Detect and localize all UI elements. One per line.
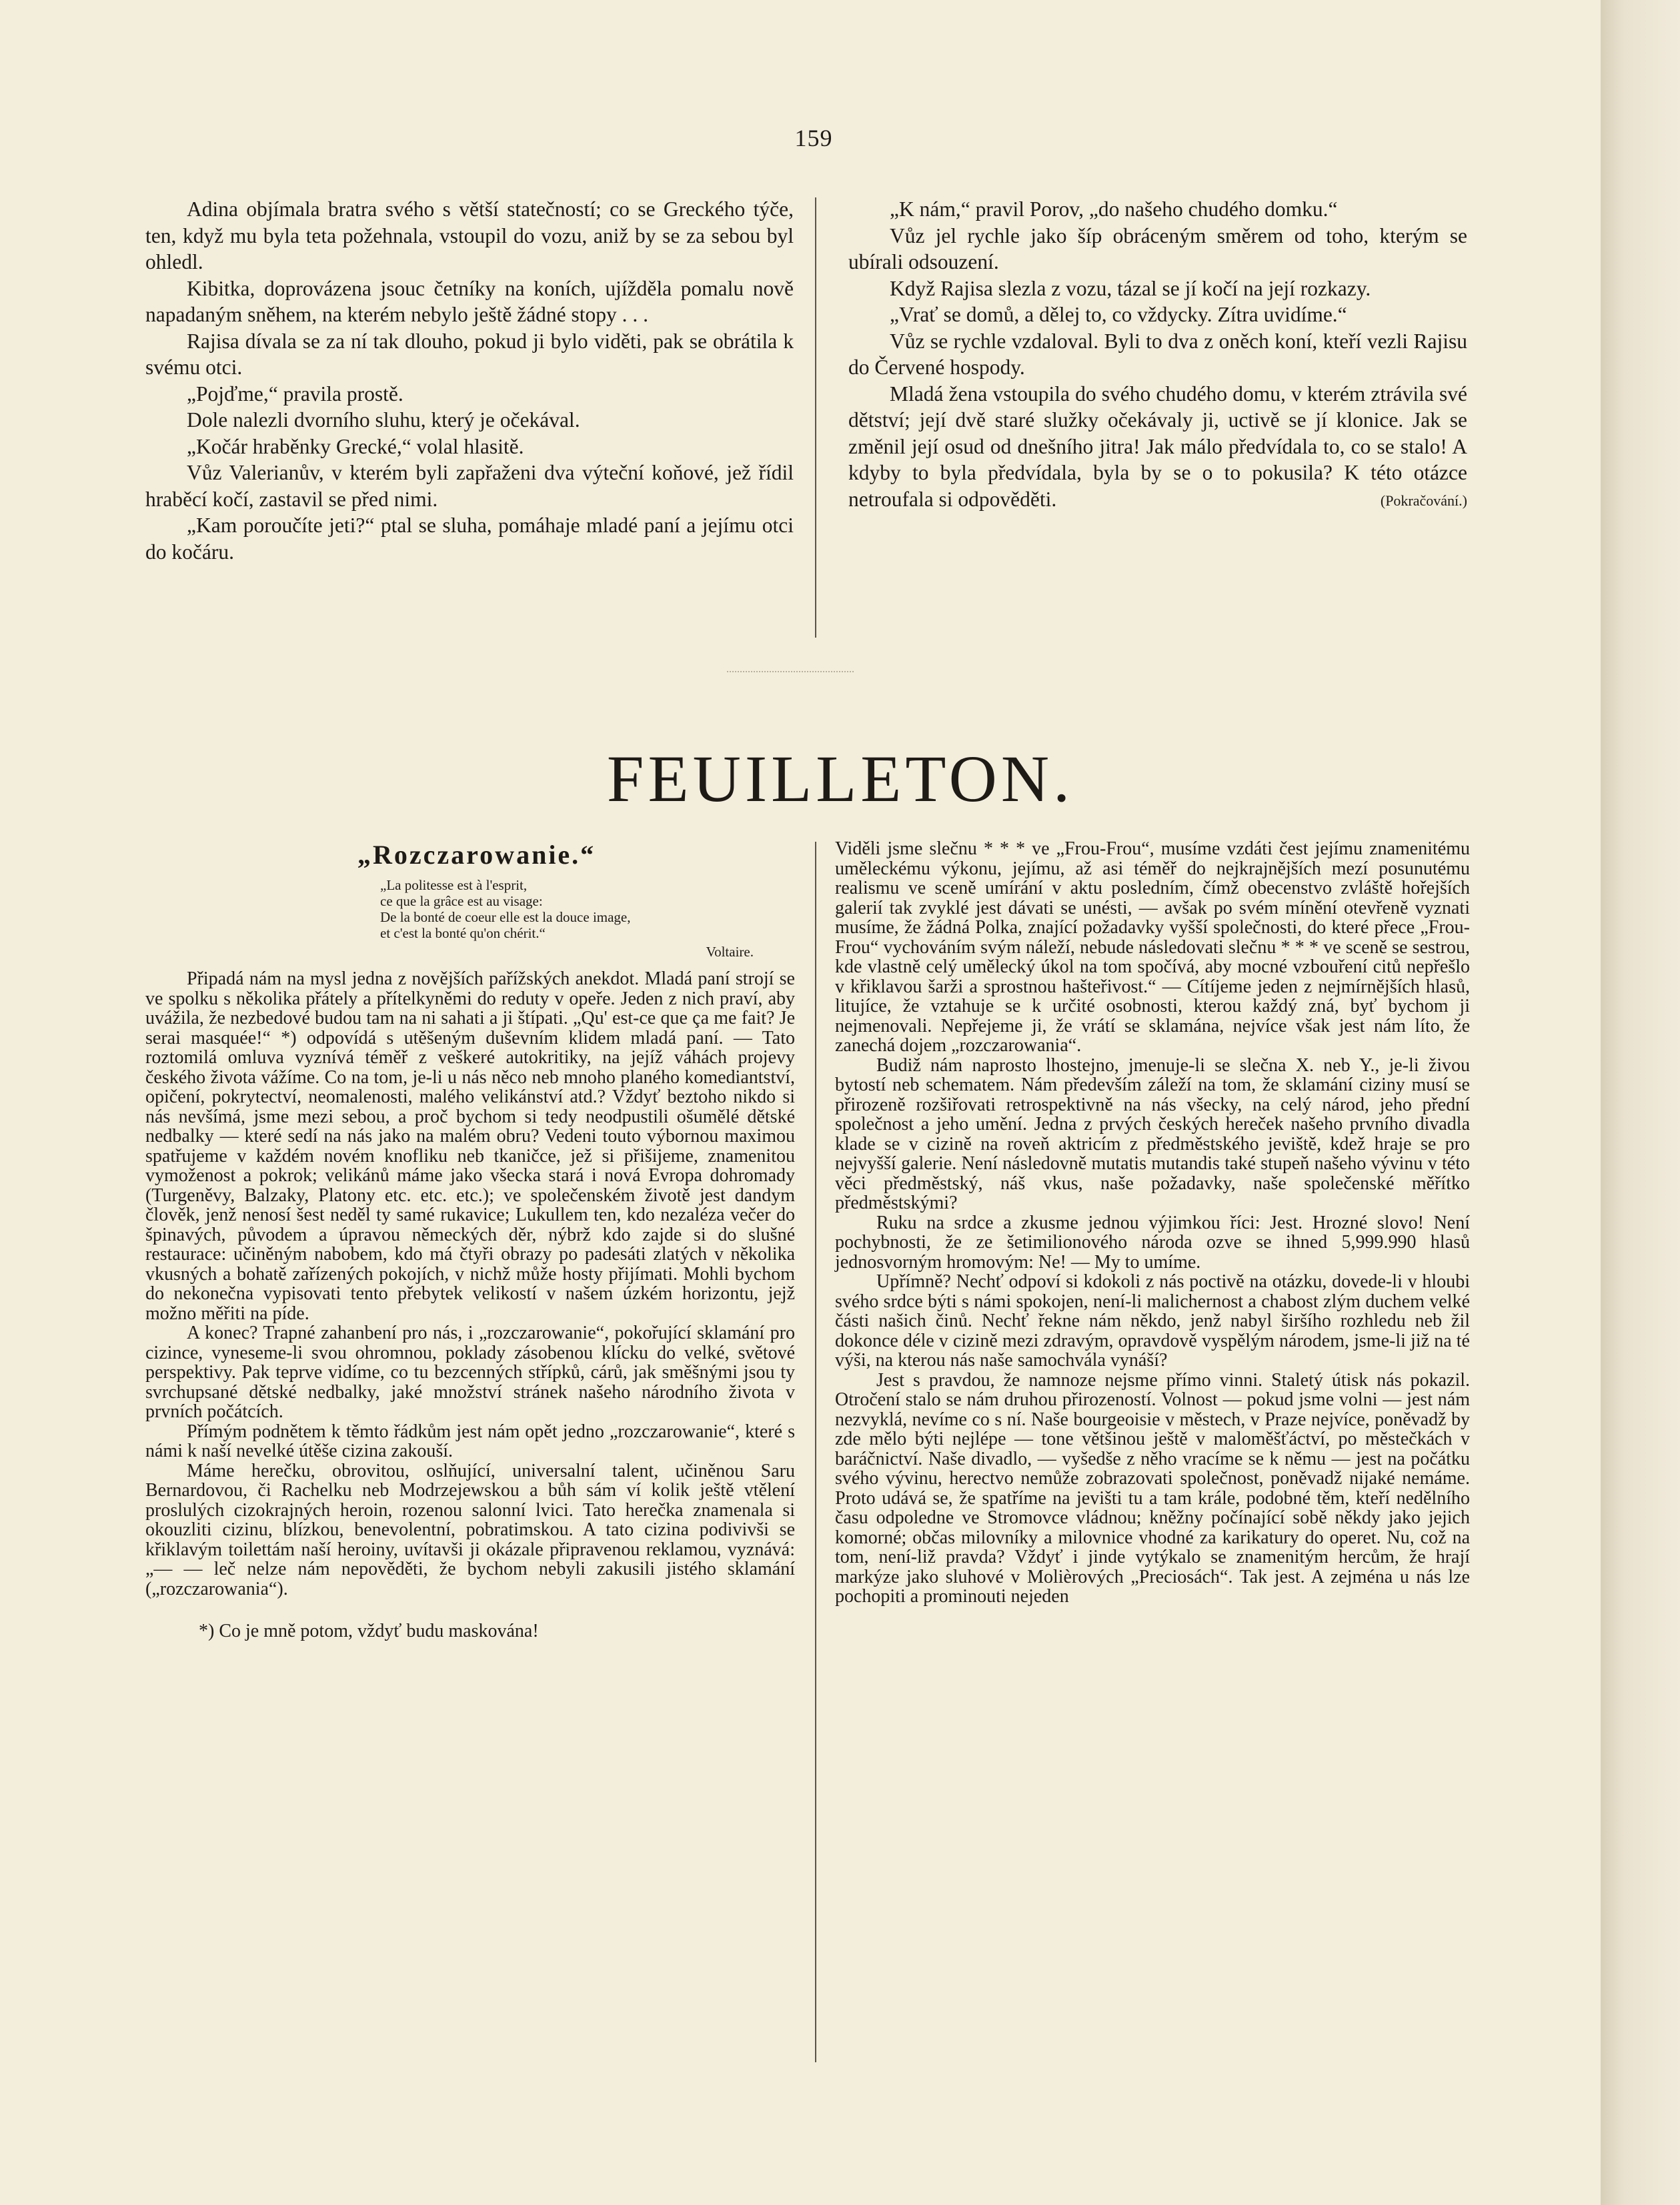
feuilleton-column-left [145, 839, 795, 1641]
paragraph: Vůz se rychle vzdaloval. Byli to dva z oněch koní, kteří vezli Rajisu do Červené hospody. [848, 329, 1467, 379]
continuation-note: (Pokračování.) [1380, 492, 1467, 509]
epigraph-line: De la bonté de coeur elle est la douce image, [380, 909, 631, 925]
column-divider-top [815, 197, 816, 638]
paragraph: Přímým podnětem k těmto řádkům jest nám opět jedno „rozczarowanie“, které s námi k naší nevelké útěše cizina zakouší. [145, 1421, 795, 1461]
footnote: *) Co je mně potom, vždyť budu maskována! [199, 1621, 539, 1641]
epigraph [380, 877, 795, 960]
paragraph: Kibitka, doprovázena jsouc četníky na koních, ujížděla pomalu nově napadaným sněhem, na kterém nebylo ještě žádné stopy . . . [145, 276, 794, 326]
paragraph: Adina objímala bratra svého s větší statečností; co se Greckého týče, ten, když mu byla teta požehnala, vstoupil do vozu, aniž by se za sebou byl ohledl. [145, 197, 794, 273]
epigraph-line: „La politesse est à l'esprit, [380, 877, 528, 893]
paragraph: Vůz jel rychle jako šíp obráceným směrem od toho, kterým se ubírali odsouzení. [848, 223, 1467, 273]
article-title: „Rozczarowanie.“ [357, 840, 596, 870]
paragraph: „Kam poroučíte jeti?“ ptal se sluha, pomáhaje mladé paní a jejímu otci do kočáru. [145, 514, 794, 564]
paragraph: Dole nalezli dvorního sluhu, který je očekával. [187, 408, 580, 432]
paragraph: Upřímně? Nechť odpoví si kdokoli z nás poctivě na otázku, dovede-li v hloubi svého srdce býti s námi spokojen, není-li malichernost a chabost zlým duchem velké části našich činů. Nechť řekne nám někdo, jenž nabyl širšího rozhledu neb žil dokonce déle v cizině mezi zdravým, opravdově vyspělým národem, jsme-li již na té výši, na kterou nás naše samochvála vynáší? [835, 1271, 1470, 1371]
paragraph: A konec? Trapné zahanbení pro nás, i „rozczarowanie“, pokořující sklamání pro cizince, vyneseme-li svou ohromnou, poklady zásobenou klícku do velké, světové perspektivy. Pak teprve vidíme, co tu bezcenných střípků, cárů, jak směšnými jsou ty svrchupsané dětské nedbalky, jaké množství stránek našeho národního života v prvních počátcích. [145, 1323, 795, 1422]
paragraph: Mladá žena vstoupila do svého chudého domu, v kterém ztrávila své dětství; její dvě staré služky očekávaly ji, uctivě se jí klonice. Jak se změnil její osud od dnešního jitra! Jak málo předvídala to, co se stalo! A kdyby to byla předvídala, byla by se o to pokusila? K této otázce netroufala si odpověděti. [848, 382, 1467, 511]
paragraph: Jest s pravdou, že namnoze nejsme přímo vinni. Staletý útisk nás pokazil. Otročení stalo se nám druhou přirozeností. Volnost — pokud jsme volni — jest nám nezvyklá, nevíme co s ní. Naše bourgeoisie v městech, v Praze nejvíce, poněvadž by zde mělo býti nejlépe — tone většinou ještě v maloměšťáctví, po městečkách v baráčnictví. Naše divadlo, — vyšedše z něho vracíme se k němu — jest na počátku svého vývinu, herectvo nemůže zobrazovati společnost, poněvadž nijaké nemáme. Proto udává se, že spatříme na jevišti tu a tam krále, podobné těm, kteří nedělního času odpoledne ve Stromovce vládnou; kněžny počínající sobě někdy jako jejich komorné; občas milovníky a milovnice vhodné za karikatury do operet. Nu, což na tom, není-liž pravda? Vždyť i jinde vytýkalo se znamenitým hercům, že hrají markýze jako sluhové v Molièrových „Preciosách“. Tak jest. A zejména u nás lze pochopiti a prominouti nejeden [835, 1369, 1470, 1607]
paragraph: „Kočár hraběnky Grecké,“ volal hlasitě. [187, 434, 524, 458]
section-ornament [727, 671, 854, 676]
column-divider-bottom [815, 842, 816, 2062]
paragraph: Ruku na srdce a zkusme jednou výjimkou říci: Jest. Hrozné slovo! Není pochybnosti, že ze šetimilionového národa ozve se ihned 5,999.990 hlasů jednosvorným hromovým: Ne! — My to umíme. [835, 1212, 1470, 1273]
paragraph: „Pojďme,“ pravila prostě. [187, 382, 403, 406]
paragraph: „K nám,“ pravil Porov, „do našeho chudého domku.“ [890, 197, 1338, 221]
paragraph: Připadá nám na mysl jedna z novějších pařížských anekdot. Mladá paní strojí se ve spolku s několika přátely a přítelkyněmi do reduty v opeře. Jeden z nich praví, aby uvážila, že nezbedové budou tam na ni sahati a ji štípati. „Qu' est-ce que ça me fait? Je serai masquée!“ *) odpovídá s utěšeným duševním klidem mladá paní. — Tato roztomilá omluva vyznívá téměř z veškeré autokritiky, na jejíž váhách projevy českého života vážíme. Co na tom, je-li u nás něco neb mnoho planého komediantství, opičení, pokrytectví, neomalenosti, malého velikánství atd.? Vždyť beztoho nikdo si nás nevšímá, jsme mezi sebou, a proč bychom si tedy neodpustili ošumělé dětské nedbalky — které sedí na nás jako na malém obru? Vedeni touto výbornou maximou spatřujeme v každém novém knofliku neb tkaničce, jež si přišijeme, znamenitou vymoženost a pokrok; velikánů máme jako všecka stará i nová Evropa dohromady (Turgeněvy, Balzaky, Platony etc. etc. etc.); ve společenském životě jest dandym člověk, jenž nenosí šest neděl ty samé rukavice; Lukullem ten, kdo nezaléza večer do špinavých, původem a úpravou německých děr, nýbrž kdo zajde si do slušné restaurace: učiněným nabobem, kdo má čtyři obrazy po padesáti zlatých v několika vkusných a bohatě zařízených pokojích, v nichž může hosty přijímati. Mohli bychom do nekonečna vypisovati tento přebytek velikostí v našem úzkém horizontu, jejž možno měřiti na píde. [145, 968, 795, 1324]
page-number: 159 [794, 125, 833, 151]
paragraph: Vůz Valerianův, v kterém byli zapřaženi dva výteční koňové, jež řídil hraběcí kočí, zastavil se před nimi. [145, 461, 794, 511]
epigraph-line: ce que la grâce est au visage: [380, 893, 543, 909]
novel-column-right [848, 196, 1467, 510]
paragraph: Budiž nám naprosto lhostejno, jmenuje-li se slečna X. neb Y., je-li živou bytostí neb schematem. Nám především záleží na tom, že sklamání ciziny musí se přirozeně rozšiřovati retrospektivně na nás všecky, na celý národ, jeho přední společnost a jeho umění. Jedna z prvých českých hereček našeho prvního divadla klade se v cizině na roveň aktricím z předměstského jeviště, kdež hraje se pro nejvyšší galerie. Není následovně mutatis mutandis také stupeň našeho vývinu v této věci předměstský, náš vkus, naše požadavky, naše společenské měřítko předměstskými? [835, 1054, 1470, 1213]
paragraph: Když Rajisa slezla z vozu, tázal se jí kočí na její rozkazy. [890, 276, 1371, 300]
feuilleton-column-right [835, 839, 1470, 1607]
paragraph: Viděli jsme slečnu * * * ve „Frou-Frou“, musíme vzdáti čest jejímu znamenitému uměleckému výkonu, jejímu, až asi téměř do nejkrajnějších mezí posunutému realismu ve sceně umírání v aktu posledním, čímž obecenstvo zvláště hořejších galerií tak zvyklé jest dávati se unésti, — avšak po svém mínění otevřeně vyznati musíme, že žádná Polka, znající požadavky vyšší společnosti, do které přece „Frou-Frou“ vychováním svým náleží, nebude následovati slečnu * * * ve sceně se sestrou, kde vlastně celý umělecký úkol na tom spočívá, aby mocné vzbouření citů nepřešlo v křiklavou šarži a sprostnou hašteřivost.“ — Cítíjeme jeden z nejmírnějších hlasů, litujíce, že vztahuje se k určité osobnosti, kterou každý zná, byť bychom ji nejmenovali. Nepřejeme ji, že vrátí se sklamána, nejvíce však jest nám líto, že zanechá dojem „rozczarowania“. [835, 838, 1470, 1056]
epigraph-author: Voltaire. [706, 944, 754, 960]
novel-column-left [145, 196, 794, 565]
page-edge [1601, 0, 1680, 2205]
epigraph-line: et c'est la bonté qu'on chérit.“ [380, 925, 546, 941]
feuilleton-heading: FEUILLETON. [606, 742, 1074, 816]
paragraph: Máme herečku, obrovitou, oslňující, universalní talent, učiněnou Saru Bernardovou, či Rachelku neb Modrzejewskou a bůh sám ví kolik ještě vtělení proslulých cizokrajných heroin, rozenou salonní lvici. Tato herečka znamenala si okouzliti cizinu, blízkou, benevolentní, pobratimskou. A tato cizina podivivši se křiklavým toilettám naší heroiny, uvítavši ji okázale připravenou reklamou, vyznává: „— — leč nelze nám nepověděti, že bychom nebyli zakusili jistého sklamání („rozczarowania“). [145, 1460, 795, 1599]
paragraph: Rajisa dívala se za ní tak dlouho, pokud ji bylo viděti, pak se obrátila k svému otci. [145, 329, 794, 379]
paragraph: „Vrať se domů, a dělej to, co vždycky. Zítra uvidíme.“ [890, 303, 1347, 326]
